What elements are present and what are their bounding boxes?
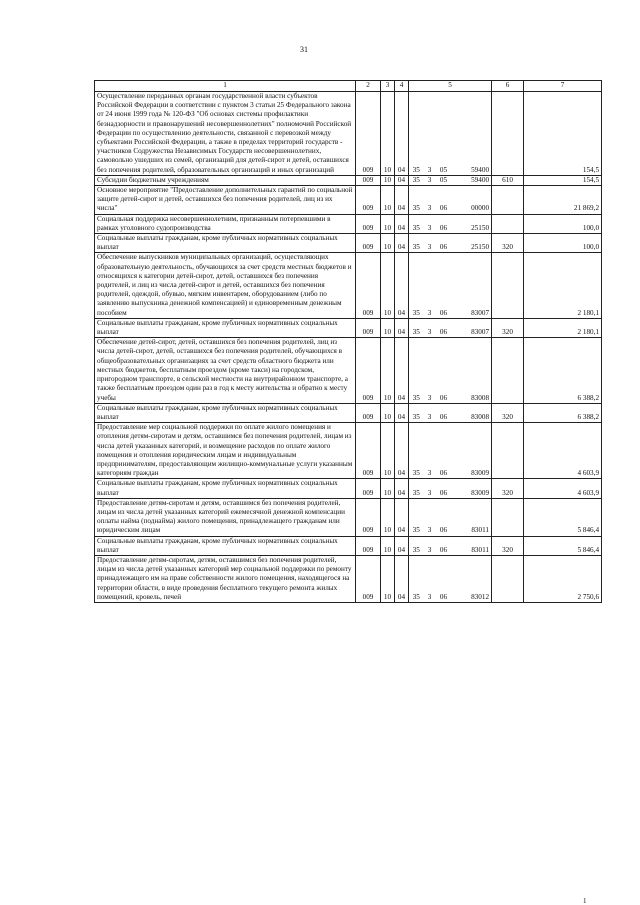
target-event: 06 xyxy=(436,423,452,479)
section-code: 10 xyxy=(381,186,395,215)
subsection-code: 04 xyxy=(395,423,409,479)
subsection-code: 04 xyxy=(395,403,409,422)
section-code: 10 xyxy=(381,175,395,185)
section-code: 10 xyxy=(381,338,395,403)
target-subprogram: 3 xyxy=(424,479,436,498)
target-code: 00000 xyxy=(452,186,492,215)
expense-type xyxy=(492,498,524,536)
target-program: 35 xyxy=(409,175,424,185)
target-code: 59400 xyxy=(452,175,492,185)
page-number: 31 xyxy=(300,45,308,54)
table-row xyxy=(95,234,602,253)
row-name: Осуществление переданных органам государственной власти субъектов Российской Федерации в соответствии с пунктом 3 статьи 25 Федерального закона от 24 июня 1999 года № 120-ФЗ "Об основах системы профилактики безнадзорности и правонарушений несовершеннолетних" полномочий Российской Федерации по осуществлению деятельности, связанной с перевозкой между субъектами Российской Федерации, а также в пределах территорий государств - участников Содружества Независимых Государств несовершеннолетних, самовольно ушедших из семей, организаций для детей-сирот и детей, оставшихся без попечения родителей, образовательных организаций и иных организаций xyxy=(95,92,356,176)
table-row xyxy=(95,555,602,602)
target-event: 06 xyxy=(436,234,452,253)
expense-type xyxy=(492,92,524,176)
target-subprogram: 3 xyxy=(424,234,436,253)
section-code: 10 xyxy=(381,234,395,253)
table-row xyxy=(95,253,602,318)
table-row xyxy=(95,498,602,536)
ministry-code: 009 xyxy=(356,536,381,555)
subsection-code: 04 xyxy=(395,536,409,555)
amount: 6 388,2 xyxy=(524,338,602,403)
table-row xyxy=(95,423,602,479)
target-code: 25150 xyxy=(452,234,492,253)
target-program: 35 xyxy=(409,186,424,215)
subsection-code: 04 xyxy=(395,186,409,215)
expense-type: 320 xyxy=(492,536,524,555)
subsection-code: 04 xyxy=(395,555,409,602)
target-event: 06 xyxy=(436,338,452,403)
section-code: 10 xyxy=(381,214,395,233)
subsection-code: 04 xyxy=(395,318,409,337)
ministry-code: 009 xyxy=(356,338,381,403)
column-header-6: 6 xyxy=(492,81,524,92)
expense-type xyxy=(492,555,524,602)
expense-type: 610 xyxy=(492,175,524,185)
ministry-code: 009 xyxy=(356,186,381,215)
ministry-code: 009 xyxy=(356,175,381,185)
subsection-code: 04 xyxy=(395,175,409,185)
section-code: 10 xyxy=(381,403,395,422)
amount: 4 603,9 xyxy=(524,479,602,498)
target-event: 05 xyxy=(436,175,452,185)
expense-type: 320 xyxy=(492,318,524,337)
target-event: 06 xyxy=(436,479,452,498)
amount: 5 846,4 xyxy=(524,536,602,555)
subsection-code: 04 xyxy=(395,92,409,176)
target-event: 06 xyxy=(436,186,452,215)
amount: 154,5 xyxy=(524,92,602,176)
ministry-code: 009 xyxy=(356,253,381,318)
target-program: 35 xyxy=(409,536,424,555)
section-code: 10 xyxy=(381,498,395,536)
budget-table xyxy=(94,80,602,603)
section-code: 10 xyxy=(381,555,395,602)
expense-type: 320 xyxy=(492,403,524,422)
target-event: 06 xyxy=(436,555,452,602)
amount: 100,0 xyxy=(524,214,602,233)
subsection-code: 04 xyxy=(395,338,409,403)
table-header-row xyxy=(95,81,602,92)
table-row xyxy=(95,536,602,555)
table-row xyxy=(95,338,602,403)
section-code: 10 xyxy=(381,423,395,479)
target-code: 83009 xyxy=(452,423,492,479)
ministry-code: 009 xyxy=(356,555,381,602)
target-subprogram: 3 xyxy=(424,338,436,403)
target-code: 83007 xyxy=(452,253,492,318)
subsection-code: 04 xyxy=(395,234,409,253)
target-subprogram: 3 xyxy=(424,214,436,233)
target-subprogram: 3 xyxy=(424,92,436,176)
ministry-code: 009 xyxy=(356,423,381,479)
footer-number: 1 xyxy=(583,897,587,905)
target-subprogram: 3 xyxy=(424,318,436,337)
expense-type xyxy=(492,253,524,318)
amount: 21 869,2 xyxy=(524,186,602,215)
amount: 2 750,6 xyxy=(524,555,602,602)
ministry-code: 009 xyxy=(356,92,381,176)
ministry-code: 009 xyxy=(356,234,381,253)
column-header-5: 5 xyxy=(409,81,492,92)
table-row xyxy=(95,479,602,498)
row-name: Социальные выплаты гражданам, кроме публичных нормативных социальных выплат xyxy=(95,536,356,555)
ministry-code: 009 xyxy=(356,214,381,233)
target-code: 83011 xyxy=(452,536,492,555)
ministry-code: 009 xyxy=(356,403,381,422)
target-subprogram: 3 xyxy=(424,555,436,602)
amount: 4 603,9 xyxy=(524,423,602,479)
ministry-code: 009 xyxy=(356,498,381,536)
expense-type xyxy=(492,186,524,215)
target-code: 83009 xyxy=(452,479,492,498)
row-name: Предоставление детям-сиротам, детям, оставшимся без попечения родителей, лицам из числа детей указанных категорий мер социальной поддержки по ремонту принадлежащего им на праве собственности жилого помещения, находящегося на территории области, в виде проведения бесплатного текущего ремонта жилых помещений, кровель, печей xyxy=(95,555,356,602)
target-subprogram: 3 xyxy=(424,175,436,185)
row-name: Обеспечение выпускников муниципальных организаций, осуществляющих образовательную деятельность, обучающихся за счет средств местных бюджетов и относящихся к категории детей-сирот, детей, оставшихся без попечения родителей, и лиц из числа детей-сирот и детей, оставшихся без попечения родителей, одеждой, обувью, мягким инвентарем, оборудованием (либо по заявлению выпускника денежной компенсацией) и единовременным денежным пособием xyxy=(95,253,356,318)
row-name: Социальные выплаты гражданам, кроме публичных нормативных социальных выплат xyxy=(95,234,356,253)
target-subprogram: 3 xyxy=(424,498,436,536)
row-name: Обеспечение детей-сирот, детей, оставшихся без попечения родителей, лиц из числа детей-сирот, детей, оставшихся без попечения родителей, обучающихся в общеобразовательных организациях за счет средств областного бюджета или местных бюджетов, бесплатным проездом (кроме такси) на городском, пригородном транспорте, в сельской местности на внутрирайонном транспорте, а также бесплатным проездом один раз в год к месту жительства и обратно к месту учебы xyxy=(95,338,356,403)
row-name: Социальные выплаты гражданам, кроме публичных нормативных социальных выплат xyxy=(95,479,356,498)
target-program: 35 xyxy=(409,479,424,498)
target-event: 06 xyxy=(436,318,452,337)
target-subprogram: 3 xyxy=(424,403,436,422)
row-name: Социальные выплаты гражданам, кроме публичных нормативных социальных выплат xyxy=(95,318,356,337)
row-name: Предоставление мер социальной поддержки по оплате жилого помещения и отопления детям-сиротам и детям, оставшимся без попечения родителей, лицам из числа детей указанных категорий, и возмещение расходов по оплате жилого помещения и отопления юридическим лицам и индивидуальным предпринимателям, предоставляющим жилищно-коммунальные услуги указанным категориям граждан xyxy=(95,423,356,479)
table-row xyxy=(95,403,602,422)
target-code: 83011 xyxy=(452,498,492,536)
target-code: 83012 xyxy=(452,555,492,602)
column-header-1: 1 xyxy=(95,81,356,92)
row-name: Социальные выплаты гражданам, кроме публичных нормативных социальных выплат xyxy=(95,403,356,422)
target-subprogram: 3 xyxy=(424,536,436,555)
target-program: 35 xyxy=(409,555,424,602)
amount: 6 388,2 xyxy=(524,403,602,422)
table-row xyxy=(95,186,602,215)
section-code: 10 xyxy=(381,253,395,318)
target-program: 35 xyxy=(409,338,424,403)
expense-type xyxy=(492,423,524,479)
section-code: 10 xyxy=(381,536,395,555)
target-program: 35 xyxy=(409,403,424,422)
target-event: 06 xyxy=(436,498,452,536)
ministry-code: 009 xyxy=(356,318,381,337)
target-code: 25150 xyxy=(452,214,492,233)
target-event: 06 xyxy=(436,214,452,233)
subsection-code: 04 xyxy=(395,498,409,536)
ministry-code: 009 xyxy=(356,479,381,498)
row-name: Основное мероприятие "Предоставление дополнительных гарантий по социальной защите детей-сирот и детей, оставшихся без попечения родителей, лиц из их числа" xyxy=(95,186,356,215)
column-header-7: 7 xyxy=(524,81,602,92)
subsection-code: 04 xyxy=(395,479,409,498)
target-program: 35 xyxy=(409,318,424,337)
target-code: 83008 xyxy=(452,403,492,422)
target-program: 35 xyxy=(409,498,424,536)
amount: 2 180,1 xyxy=(524,253,602,318)
target-program: 35 xyxy=(409,423,424,479)
target-code: 59400 xyxy=(452,92,492,176)
expense-type: 320 xyxy=(492,234,524,253)
table-row xyxy=(95,214,602,233)
expense-type xyxy=(492,214,524,233)
amount: 154,5 xyxy=(524,175,602,185)
target-subprogram: 3 xyxy=(424,253,436,318)
row-name: Предоставление детям-сиротам и детям, оставшимся без попечения родителей, лицам из числа детей указанных категорий ежемесячной денежной компенсации оплаты найма (поднайма) жилого помещения, принадлежащего гражданам или юридическим лицам xyxy=(95,498,356,536)
row-name: Социальная поддержка несовершеннолетним, признанным потерпевшими в рамках уголовного судопроизводства xyxy=(95,214,356,233)
target-code: 83007 xyxy=(452,318,492,337)
target-event: 06 xyxy=(436,536,452,555)
target-event: 06 xyxy=(436,403,452,422)
row-name: Субсидии бюджетным учреждениям xyxy=(95,175,356,185)
target-event: 05 xyxy=(436,92,452,176)
target-subprogram: 3 xyxy=(424,423,436,479)
amount: 100,0 xyxy=(524,234,602,253)
target-subprogram: 3 xyxy=(424,186,436,215)
subsection-code: 04 xyxy=(395,214,409,233)
section-code: 10 xyxy=(381,479,395,498)
amount: 5 846,4 xyxy=(524,498,602,536)
column-header-2: 2 xyxy=(356,81,381,92)
column-header-4: 4 xyxy=(395,81,409,92)
expense-type: 320 xyxy=(492,479,524,498)
amount: 2 180,1 xyxy=(524,318,602,337)
subsection-code: 04 xyxy=(395,253,409,318)
target-code: 83008 xyxy=(452,338,492,403)
section-code: 10 xyxy=(381,92,395,176)
target-event: 06 xyxy=(436,253,452,318)
target-program: 35 xyxy=(409,253,424,318)
expense-type xyxy=(492,338,524,403)
target-program: 35 xyxy=(409,234,424,253)
column-header-3: 3 xyxy=(381,81,395,92)
table-row xyxy=(95,92,602,176)
table-row xyxy=(95,318,602,337)
target-program: 35 xyxy=(409,92,424,176)
target-program: 35 xyxy=(409,214,424,233)
table-row xyxy=(95,175,602,185)
section-code: 10 xyxy=(381,318,395,337)
